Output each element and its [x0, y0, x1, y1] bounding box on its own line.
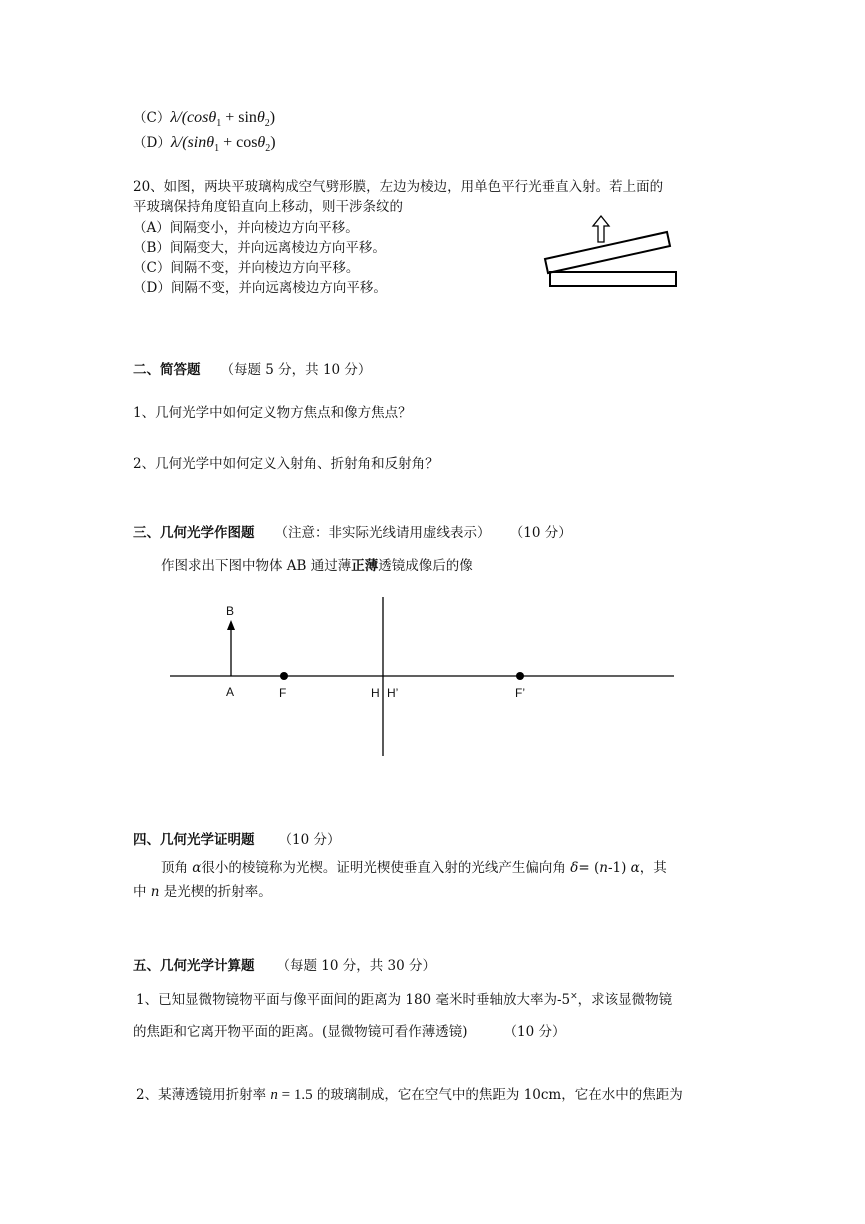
sec3-title: 三、几何光学作图题: [133, 525, 255, 541]
label-h: H: [371, 686, 380, 700]
q20-option-a: （A）间隔变小，并向棱边方向平移。: [133, 220, 359, 236]
sec3-note: （注意：非实际光线请用虚线表示）: [274, 525, 491, 541]
refractive-index-formula: n = 1.5: [270, 1087, 313, 1103]
sec3-score: （10 分）: [516, 525, 572, 541]
option-c-formula: λ/(cosθ$_1$ + sinθ$_2$): [170, 109, 276, 130]
option-d-formula: λ/(sinθ$_1$ + cosθ$_2$): [170, 134, 276, 155]
q20-line2: 平玻璃保持角度铅直向上移动，则干涉条纹的: [133, 199, 403, 215]
sec4-line2: 中 n 是光楔的折射率。: [133, 884, 272, 900]
option-c-label: （C）: [133, 110, 171, 126]
sec2-title: 二、简答题: [133, 362, 201, 378]
focal-point-f: [280, 672, 288, 680]
option-d-label: （D）: [133, 135, 171, 151]
arrow-head-icon: [227, 620, 235, 630]
sec4-score: （10 分）: [278, 832, 341, 848]
sec2-q2: 2、几何光学中如何定义入射角、折射角和反射角？: [133, 456, 439, 472]
q20-option-b: （B）间隔变大，并向远离棱边方向平移。: [133, 240, 386, 256]
sec5-title: 五、几何光学计算题: [133, 958, 255, 974]
focal-point-f-prime: [516, 672, 524, 680]
q20-line1: 20、如图，两块平玻璃构成空气劈形膜，左边为棱边，用单色平行光垂直入射。若上面的: [133, 179, 664, 195]
q20-option-d: （D）间隔不变，并向远离棱边方向平移。: [133, 280, 387, 296]
sec2-note: （每题 5 分，共 10 分）: [220, 362, 372, 378]
sec3-instruction: 作图求出下图中物体 AB 通过薄正薄透镜成像后的像: [161, 558, 473, 574]
sec5-q2-line1: 2、某薄透镜用折射率 n = 1.5 的玻璃制成，它在空气中的焦距为 10cm，它在水中的焦距为: [136, 1087, 683, 1103]
sec5-heading: [133, 954, 436, 974]
label-h-prime: H’: [387, 686, 399, 700]
sec5-q1-line2: 的焦距和它离开物平面的距离。(显微物镜可看作薄透镜) （10 分）: [133, 1024, 566, 1040]
label-f-prime: F’: [515, 686, 525, 700]
label-b: B: [226, 604, 235, 618]
sec5-note: （每题 10 分，共 30 分）: [276, 958, 437, 974]
q20-option-c: （C）间隔不变，并向棱边方向平移。: [133, 260, 360, 276]
sec4-heading: [133, 828, 340, 848]
label-f: F: [279, 686, 287, 700]
sec5-q1-line1: 1、已知显微物镜物平面与像平面间的距离为 180 毫米时垂轴放大率为-5×，求该显微物镜: [136, 991, 673, 1008]
sec4-title: 四、几何光学证明题: [133, 832, 255, 848]
sec4-line1: 顶角 α很小的棱镜称为光楔。证明光楔使垂直入射的光线产生偏向角 δ= (n-1) α，其: [161, 860, 667, 876]
sec2-q1: 1、几何光学中如何定义物方焦点和像方焦点？: [133, 405, 412, 421]
label-a: A: [226, 685, 235, 699]
